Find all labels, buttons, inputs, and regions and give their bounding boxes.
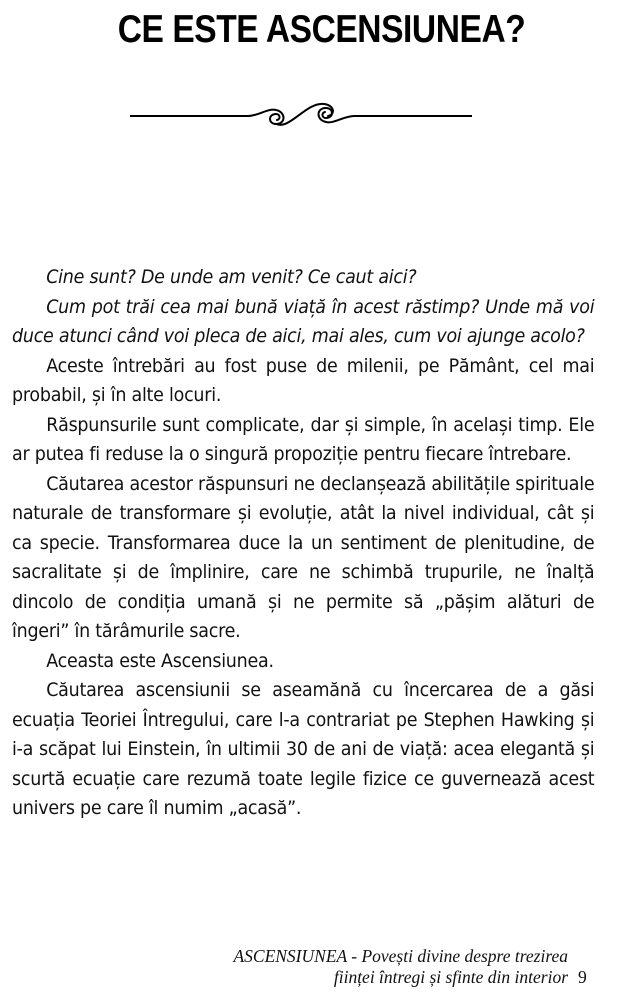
page-number: 9 <box>578 967 587 987</box>
scroll-flourish-icon <box>130 96 472 136</box>
body-text <box>12 263 594 824</box>
paragraph: Cum pot trăi cea mai bună viață în acest răstimp? Unde mă voi duce atunci când voi pleca de aici, mai ales, cum voi ajunge acolo? <box>12 296 595 347</box>
paragraph: Căutarea ascensiunii se aseamănă cu încercarea de a găsi ecuația Teoriei Întregului, care l-a contrariat pe Stephen Hawking și i-a scăpat lui Einstein, în ultimii 30 de ani de viață: acea elegantă și scurtă ecuație care rezumă toate legile fizice ce guvernează acest univers pe care îl numim „acasă”. <box>12 680 595 819</box>
paragraph: Răspunsurile sunt complicate, dar și simple, în același timp. Ele ar putea fi reduse la o singură propoziție pentru fiecare întrebare. <box>12 414 595 465</box>
footer-book-title: ASCENSIUNEA - Povești divine despre trezirea <box>233 946 568 966</box>
footer-book-subtitle: ființei întregi și sfinte din interior <box>333 967 568 987</box>
paragraph: Cine sunt? De unde am venit? Ce caut aici? <box>46 267 417 288</box>
paragraph: Aceste întrebări au fost puse de milenii, pe Pământ, cel mai probabil, și în alte locuri. <box>12 355 595 406</box>
paragraph: Căutarea acestor răspunsuri ne declanșează abilitățile spirituale naturale de transformare și evoluție, atât la nivel individual, cât și ca specie. Transformarea duce la un sentiment de plenitudine, de sacralitate și de împlinire, care ne schimbă trupurile, ne înalță dincolo de condiția umană și ne permite să „pășim alături de îngeri” în tărâmurile sacre. <box>12 473 595 642</box>
running-footer <box>233 946 568 988</box>
paragraph: Aceasta este Ascensiunea. <box>46 650 274 672</box>
page-title: CE ESTE ASCENSIUNEA? <box>117 8 526 51</box>
